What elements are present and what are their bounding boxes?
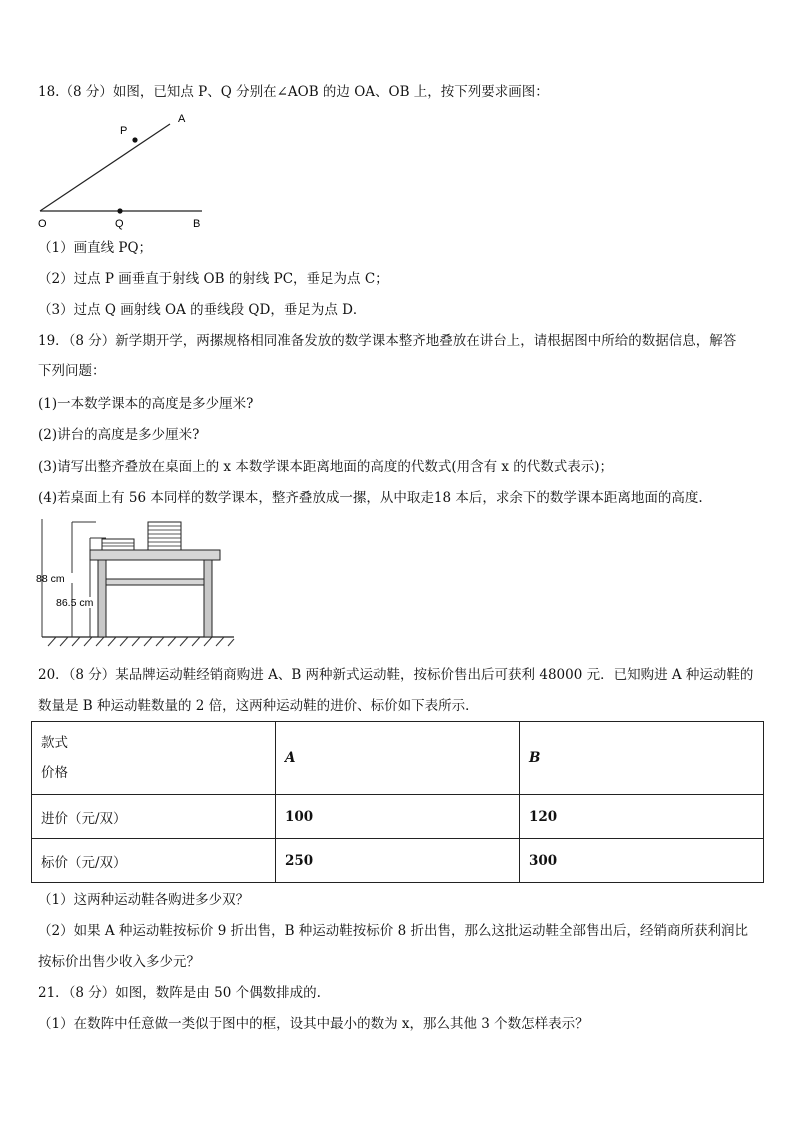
q21-stem: 21．（8 分）如图，数阵是由 50 个偶数排成的. [38,985,321,1001]
ground-hatching [48,637,234,646]
table-row [32,795,764,839]
ray-oa [40,124,170,211]
q20-part-2: （2）如果 A 种运动鞋按标价 9 折出售，B 种运动鞋按标价 8 折出售，那么这批运动鞋全部售出后，经销商所获利润比 [38,923,748,939]
q18-angle-figure [30,108,220,237]
q20-stem-line2: 数量是 B 种运动鞋数量的 2 倍，这两种运动鞋的进价、标价如下表所示． [38,698,479,714]
desk-leg-right [204,560,212,637]
desk-crossbar [106,579,204,585]
header-col-b: B [520,722,764,795]
q20-part-1: （1）这两种运动鞋各购进多少双？ [38,892,250,908]
q20-stem-line1: 20．（8 分）某品牌运动鞋经销商购进 A、B 两种新式运动鞋，按标价售出后可获利 48000 元．已知购进 A 种运动鞋的 [38,667,754,683]
q18-part-1: （1）画直线 PQ； [38,240,153,256]
point-p [132,137,137,142]
q18-stem: 18.（8 分）如图，已知点 P、Q 分别在∠AOB 的边 OA、OB 上，按下列要求画图： [38,84,549,100]
q18-part-2: （2）过点 P 画垂直于射线 OB 的射线 PC，垂足为点 C； [38,271,389,287]
cell-a: 250 [276,839,520,883]
label-a: A [178,113,186,125]
label-q: Q [115,218,124,230]
label-b: B [193,218,201,230]
cell-b: 300 [520,839,764,883]
header-price-label: 价格 [41,765,68,781]
desk-leg-left [98,560,106,637]
label-88cm: 88 cm [36,573,65,585]
book-stack-small [102,539,134,550]
cell-b: 120 [520,795,764,839]
label-p: P [120,125,128,137]
table-header-row [32,722,764,795]
price-table [31,721,764,883]
cell-a: 100 [276,795,520,839]
q19-part-3: (3)请写出整齐叠放在桌面上的 x 本数学课本距离地面的高度的代数式(用含有 x 的代数式表示)； [38,459,614,475]
row-label: 进价（元/双） [32,795,276,839]
header-diagonal-cell [32,722,276,795]
row-label: 标价（元/双） [32,839,276,883]
q19-desk-figure [36,517,240,651]
point-q [117,208,122,213]
q19-part-4: (4)若桌面上有 56 本同样的数学课本，整齐叠放成一摞，从中取走18 本后，求余下的数学课本距离地面的高度. [38,490,703,506]
q21-part-1: （1）在数阵中任意做一类似于图中的框，设其中最小的数为 x，那么其他 3 个数怎样表示？ [38,1016,589,1032]
table-row [32,839,764,883]
q19-stem-line1: 19．（8 分）新学期开学，两摞规格相同准备发放的数学课本整齐地叠放在讲台上，请根据图中所给的数据信息，解答 [38,333,737,349]
label-o: O [38,218,47,230]
q18-part-3: （3）过点 Q 画射线 OA 的垂线段 QD，垂足为点 D． [38,302,367,318]
label-86-5cm: 86.5 cm [56,597,94,609]
header-col-a: A [276,722,520,795]
q19-stem-line2: 下列问题： [38,363,106,379]
q19-part-1: (1)一本数学课本的高度是多少厘米? [38,396,254,412]
q20-part-2-cont: 按标价出售少收入多少元？ [38,954,200,970]
q19-part-2: (2)讲台的高度是多少厘米? [38,427,200,443]
header-style-label: 款式 [41,735,68,751]
desk-top [90,550,220,560]
